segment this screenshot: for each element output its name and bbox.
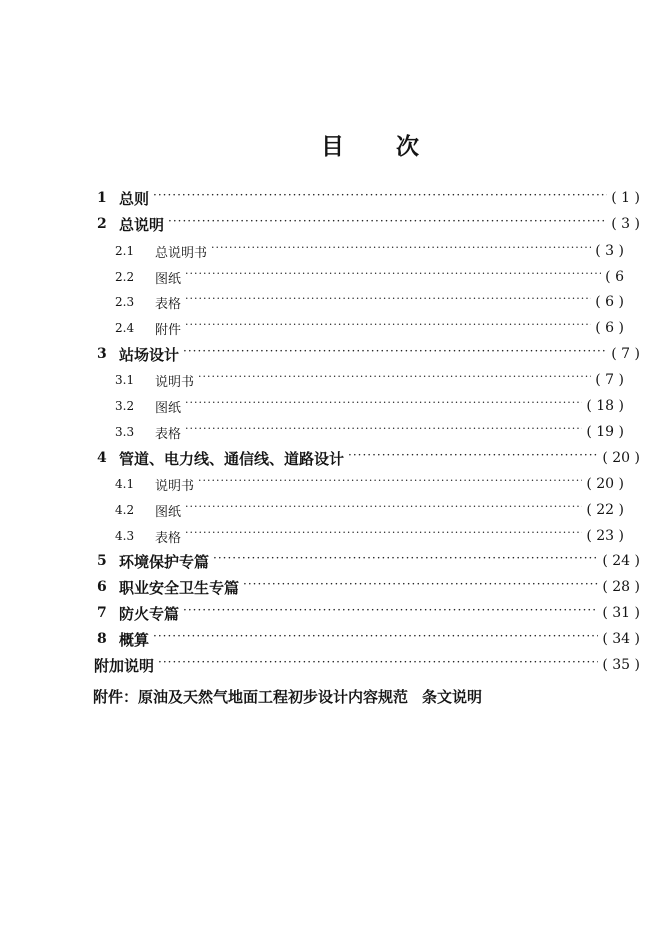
toc-entry-page: ( 20 ) bbox=[602, 450, 640, 466]
toc-entry-page: ( 23 ) bbox=[586, 528, 624, 544]
toc-entry bbox=[97, 341, 640, 367]
title-char-2: 次 bbox=[396, 133, 419, 160]
toc-entry-label: 图纸 bbox=[155, 504, 182, 520]
toc-entry-number: 3.2 bbox=[115, 399, 135, 413]
dot-leader bbox=[158, 658, 598, 672]
toc-entry-number: 4.3 bbox=[115, 529, 135, 543]
dot-leader bbox=[185, 399, 582, 413]
dot-leader bbox=[243, 580, 598, 594]
toc-entry bbox=[94, 652, 640, 678]
dot-leader bbox=[198, 373, 591, 387]
toc-entry bbox=[115, 367, 624, 393]
toc-entry-page: ( 6 bbox=[605, 269, 624, 285]
dot-leader bbox=[168, 217, 607, 231]
toc-entry bbox=[97, 445, 640, 471]
toc-entry bbox=[115, 393, 624, 419]
toc-entry bbox=[115, 497, 624, 523]
dot-leader bbox=[153, 191, 607, 205]
toc-entry-number: 2.3 bbox=[115, 295, 135, 309]
dot-leader bbox=[198, 477, 582, 491]
toc-entry-number: 3 bbox=[97, 346, 107, 362]
toc-entry-number: 1 bbox=[97, 190, 107, 206]
title-char-1: 目 bbox=[321, 133, 344, 160]
toc-entry-number: 5 bbox=[97, 553, 107, 569]
toc-entry bbox=[97, 548, 640, 574]
toc-entry-label: 表格 bbox=[155, 426, 182, 442]
toc-entry-label: 说明书 bbox=[155, 374, 195, 390]
toc-entry-number: 2.2 bbox=[115, 270, 135, 284]
toc-entry bbox=[115, 419, 624, 445]
toc-entry bbox=[97, 574, 640, 600]
toc-entry-label: 图纸 bbox=[155, 400, 182, 416]
toc-entry-label: 防火专篇 bbox=[119, 604, 180, 623]
toc-entry-label: 说明书 bbox=[155, 478, 195, 494]
toc-entry bbox=[97, 626, 640, 652]
toc-entry-number: 3.3 bbox=[115, 425, 135, 439]
toc-entry-number: 2 bbox=[97, 216, 107, 232]
toc-entry bbox=[115, 264, 624, 290]
toc-entry bbox=[97, 211, 640, 237]
toc-entry-label: 附加说明 bbox=[94, 656, 155, 675]
toc-entry-page: ( 35 ) bbox=[602, 657, 640, 673]
toc-entry-page: ( 20 ) bbox=[586, 476, 624, 492]
toc-entry-number: 3.1 bbox=[115, 373, 135, 387]
toc-entry-number: 4 bbox=[97, 450, 107, 466]
toc-entry-page: ( 6 ) bbox=[595, 294, 624, 310]
dot-leader bbox=[185, 425, 582, 439]
toc-entry-label: 管道、电力线、通信线、道路设计 bbox=[119, 449, 345, 468]
toc-entry-label: 表格 bbox=[155, 296, 182, 312]
toc-entry-label: 表格 bbox=[155, 530, 182, 546]
toc-entry-number: 2.1 bbox=[115, 244, 135, 258]
toc-entry-page: ( 6 ) bbox=[595, 320, 624, 336]
dot-leader bbox=[348, 451, 598, 465]
toc-entry-label: 职业安全卫生专篇 bbox=[119, 578, 240, 597]
toc-entry-page: ( 19 ) bbox=[586, 424, 624, 440]
dot-leader bbox=[185, 295, 591, 309]
toc-entry bbox=[115, 315, 624, 341]
toc-entry-number: 7 bbox=[97, 605, 107, 621]
toc-entry bbox=[115, 289, 624, 315]
dot-leader bbox=[211, 244, 591, 258]
toc-entry-label: 环境保护专篇 bbox=[119, 552, 210, 571]
dot-leader bbox=[183, 347, 607, 361]
toc-entry bbox=[115, 523, 624, 549]
toc-entry-page: ( 7 ) bbox=[595, 372, 624, 388]
toc-entry bbox=[97, 600, 640, 626]
appendix-text-2: 条文说明 bbox=[422, 688, 483, 706]
toc-entry-label: 附件 bbox=[155, 322, 182, 338]
toc-entry-label: 总说明 bbox=[119, 215, 165, 234]
toc-entry-page: ( 7 ) bbox=[611, 346, 640, 362]
toc-entry-page: ( 31 ) bbox=[602, 605, 640, 621]
dot-leader bbox=[185, 270, 601, 284]
toc-entry-label: 总说明书 bbox=[155, 245, 208, 261]
toc-entry-number: 2.4 bbox=[115, 321, 135, 335]
dot-leader bbox=[185, 321, 591, 335]
toc-entry-page: ( 3 ) bbox=[595, 243, 624, 259]
toc-entry-label: 站场设计 bbox=[119, 345, 180, 364]
toc-entry-label: 图纸 bbox=[155, 271, 182, 287]
toc-entry-number: 8 bbox=[97, 631, 107, 647]
toc-entry-page: ( 3 ) bbox=[611, 216, 640, 232]
dot-leader bbox=[213, 554, 598, 568]
toc-entry bbox=[97, 185, 640, 211]
toc-entry-number: 4.2 bbox=[115, 503, 135, 517]
toc-entry bbox=[115, 238, 624, 264]
toc-entry-page: ( 18 ) bbox=[586, 398, 624, 414]
dot-leader bbox=[153, 632, 598, 646]
toc-entry-page: ( 24 ) bbox=[602, 553, 640, 569]
toc-entry-page: ( 1 ) bbox=[611, 190, 640, 206]
dot-leader bbox=[185, 529, 582, 543]
dot-leader bbox=[183, 606, 598, 620]
dot-leader bbox=[185, 503, 582, 517]
toc-entry-label: 概算 bbox=[119, 630, 150, 649]
toc-entry-number: 4.1 bbox=[115, 477, 135, 491]
toc-entry-page: ( 34 ) bbox=[602, 631, 640, 647]
appendix-text: 附件：原油及天然气地面工程初步设计内容规范 bbox=[93, 688, 409, 706]
toc-entry-label: 总则 bbox=[119, 189, 150, 208]
toc-entry-page: ( 28 ) bbox=[602, 579, 640, 595]
appendix-line bbox=[93, 686, 482, 707]
toc-entry-number: 6 bbox=[97, 579, 107, 595]
toc-entry-page: ( 22 ) bbox=[586, 502, 624, 518]
toc-entry bbox=[115, 471, 624, 497]
